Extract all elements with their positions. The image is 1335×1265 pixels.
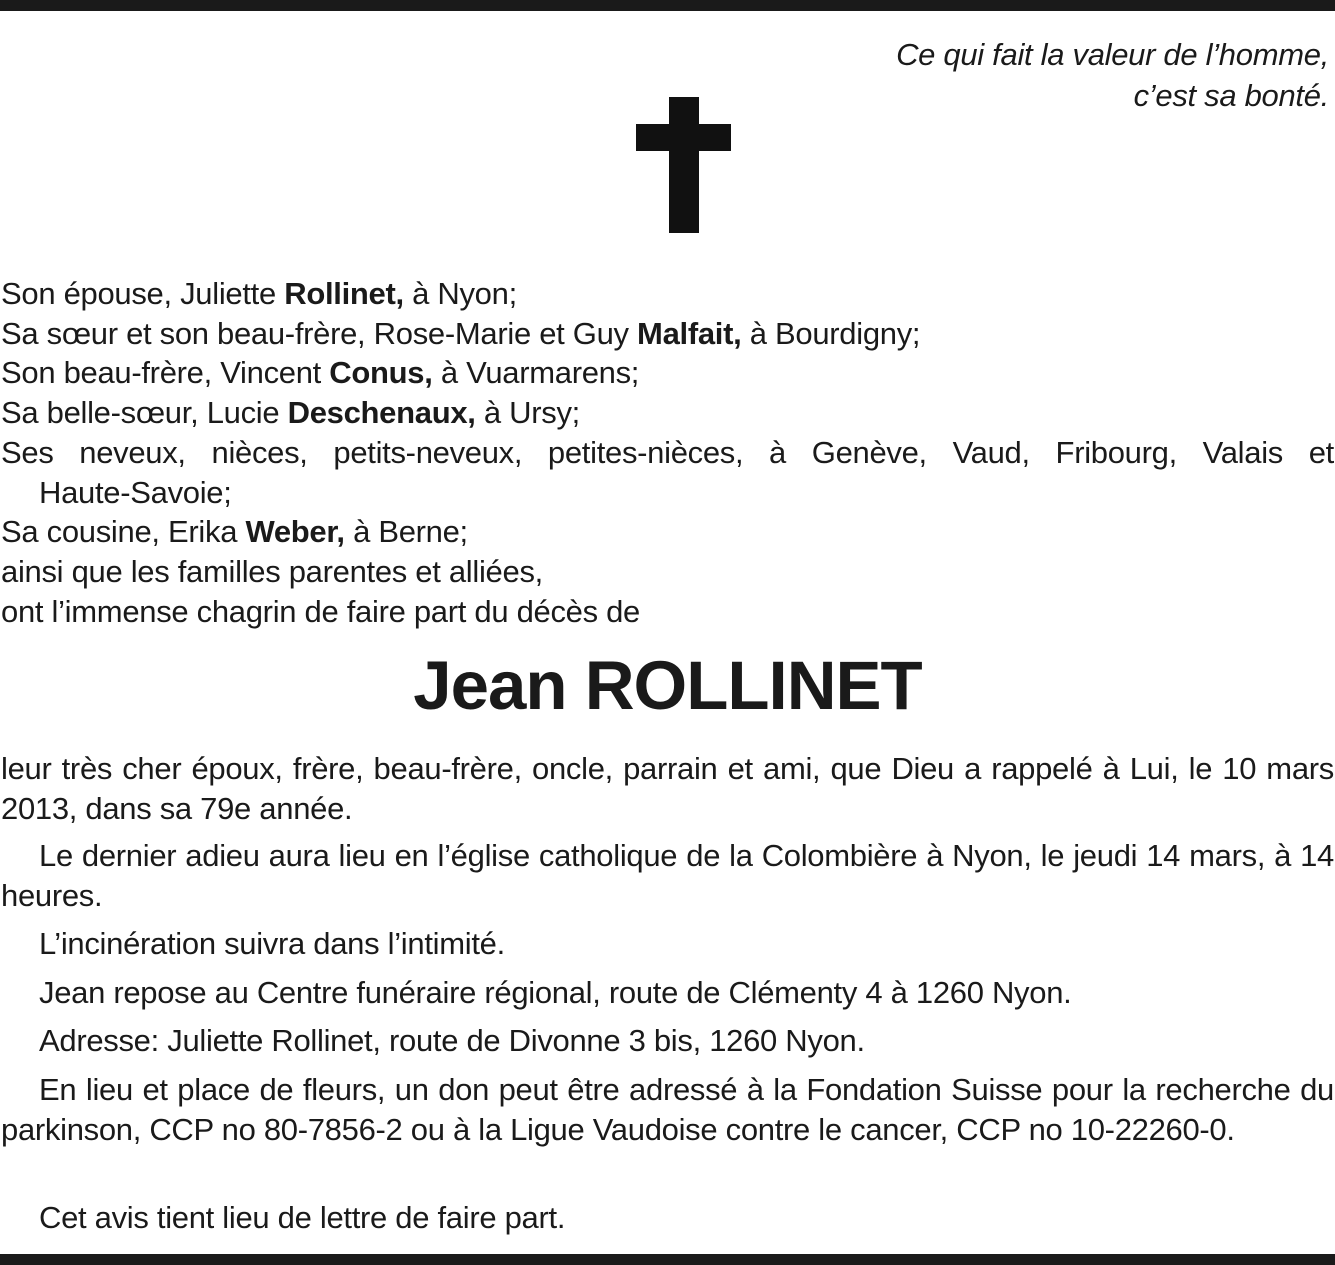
top-rule — [0, 0, 1335, 11]
family-text: Sa cousine, Erika — [1, 514, 246, 550]
family-line: ont l’immense chagrin de faire part du décès de — [1, 593, 640, 629]
epigraph-line-2: c’est sa bonté. — [1133, 78, 1329, 113]
paragraph-donations: En lieu et place de fleurs, un don peut être adressé à la Fondation Suisse pour la recherche du parkinson, CCP no 80-7856-2 ou à la Ligue Vaudoise contre le cancer, CCP no 10-22260-0. — [1, 1072, 1334, 1147]
family-surname: Malfait, — [637, 315, 742, 351]
family-list — [1, 274, 1334, 631]
family-line — [1, 393, 1334, 433]
family-line: Ses neveux, nièces, petits-neveux, petites-nièces, à Genève, Vaud, Fribourg, Valais et — [1, 434, 1334, 470]
family-text: à Bourdigny; — [741, 315, 921, 351]
family-text: Sa belle-sœur, Lucie — [1, 395, 288, 431]
latin-cross-icon — [636, 97, 731, 233]
family-line-continuation: Haute-Savoie; — [39, 474, 232, 510]
family-text: Sa sœur et son beau-frère, Rose-Marie et Guy — [1, 315, 638, 351]
family-text: Son épouse, Juliette — [1, 276, 285, 311]
family-text: à Berne; — [344, 514, 468, 550]
family-surname: Deschenaux, — [287, 395, 476, 431]
family-line — [1, 274, 1334, 314]
deceased-name: Jean ROLLINET — [413, 647, 922, 724]
epigraph-line-1: Ce qui fait la valeur de l’homme, — [896, 37, 1329, 72]
family-line — [1, 353, 1334, 393]
paragraph-announcement: leur très cher époux, frère, beau-frère, oncle, parrain et ami, que Dieu a rappelé à Lui, le 10 mars 2013, dans sa 79e année. — [1, 751, 1334, 826]
family-text: à Nyon; — [403, 276, 517, 311]
family-text: à Vuarmarens; — [432, 355, 640, 391]
family-line: ainsi que les familles parentes et alliées, — [1, 553, 543, 589]
family-text: Son beau-frère, Vincent — [1, 355, 330, 391]
family-line — [1, 314, 1334, 354]
family-surname: Rollinet, — [284, 276, 404, 311]
bottom-rule — [0, 1254, 1335, 1265]
paragraph-funeral: Le dernier adieu aura lieu en l’église catholique de la Colombière à Nyon, le jeudi 14 mars, à 14 heures. — [1, 838, 1334, 913]
family-surname: Weber, — [245, 514, 345, 550]
paragraph-closing: Cet avis tient lieu de lettre de faire part. — [39, 1200, 566, 1235]
family-line — [1, 512, 1334, 552]
paragraph-address: Adresse: Juliette Rollinet, route de Divonne 3 bis, 1260 Nyon. — [39, 1023, 865, 1058]
epigraph — [896, 34, 1329, 116]
family-text: à Ursy; — [475, 395, 580, 431]
paragraph-rest-place: Jean repose au Centre funéraire régional, route de Clémenty 4 à 1260 Nyon. — [39, 975, 1072, 1010]
paragraph-cremation: L’incinération suivra dans l’intimité. — [39, 926, 505, 961]
family-surname: Conus, — [329, 355, 433, 391]
